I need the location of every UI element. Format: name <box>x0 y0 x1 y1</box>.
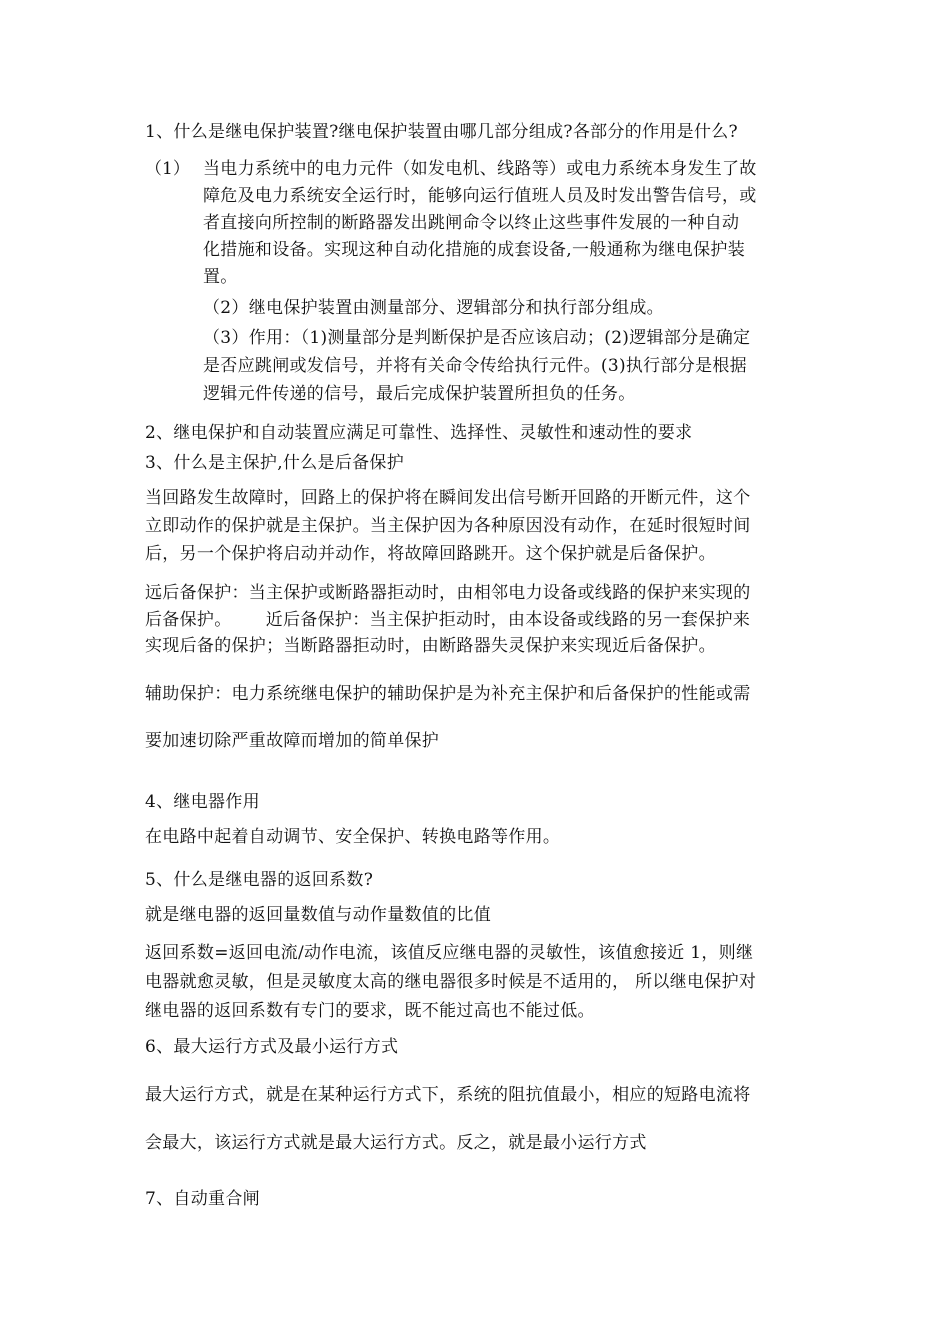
q5-para-line: 继电器的返回系数有专门的要求，既不能过高也不能过低。 <box>145 1001 595 1021</box>
q3-para1-line: 后，另一个保护将启动并动作，将故障回路跳开。这个保护就是后备保护。 <box>145 544 716 564</box>
q3-para2-line: 后备保护。 近后备保护：当主保护拒动时，由本设备或线路的另一套保护来 <box>145 610 751 630</box>
q4-title: 4、继电器作用 <box>145 792 260 812</box>
q1-title: 1、什么是继电保护装置?继电保护装置由哪几部分组成?各部分的作用是什么? <box>145 122 738 142</box>
q3-para2-line: 远后备保护：当主保护或断路器拒动时，由相邻电力设备或线路的保护来实现的 <box>145 583 751 603</box>
q1-part1-line: 化措施和设备。实现这种自动化措施的成套设备,一般通称为继电保护装 <box>203 240 746 260</box>
q3-para2-line: 实现后备的保护；当断路器拒动时，由断路器失灵保护来实现近后备保护。 <box>145 636 716 656</box>
q6-title: 6、最大运行方式及最小运行方式 <box>145 1037 399 1057</box>
q6-line: 会最大，该运行方式就是最大运行方式。反之，就是最小运行方式 <box>145 1133 647 1153</box>
q4-answer: 在电路中起着自动调节、安全保护、转换电路等作用。 <box>145 827 561 847</box>
q3-para1-line: 当回路发生故障时，回路上的保护将在瞬间发出信号断开回路的开断元件，这个 <box>145 488 751 508</box>
q3-para3-line: 辅助保护：电力系统继电保护的辅助保护是为补充主保护和后备保护的性能或需 <box>145 684 751 704</box>
q1-part3-line: 逻辑元件传递的信号，最后完成保护装置所担负的任务。 <box>203 384 636 404</box>
q6-line: 最大运行方式，就是在某种运行方式下，系统的阻抗值最小，相应的短路电流将 <box>145 1085 751 1105</box>
q1-part1-line: 置。 <box>203 267 238 287</box>
q3-para1-line: 立即动作的保护就是主保护。当主保护因为各种原因没有动作，在延时很短时间 <box>145 516 751 536</box>
q5-para-line: 返回系数=返回电流/动作电流，该值反应继电器的灵敏性，该值愈接近 1，则继 <box>145 943 754 963</box>
q1-part1-line: 当电力系统中的电力元件（如发电机、线路等）或电力系统本身发生了故 <box>203 159 757 179</box>
q1-part1-line: 障危及电力系统安全运行时，能够向运行值班人员及时发出警告信号，或 <box>203 186 757 206</box>
q5-answer: 就是继电器的返回量数值与动作量数值的比值 <box>145 905 491 925</box>
q1-part3-line: （3）作用：（1)测量部分是判断保护是否应该启动；(2)逻辑部分是确定 <box>203 328 751 348</box>
q7-title: 7、自动重合闸 <box>145 1189 260 1209</box>
q1-part3-line: 是否应跳闸或发信号，并将有关命令传给执行元件。(3)执行部分是根据 <box>203 356 747 376</box>
q3-para3-line: 要加速切除严重故障而增加的简单保护 <box>145 731 440 751</box>
q1-part2: （2）继电保护装置由测量部分、逻辑部分和执行部分组成。 <box>203 298 664 318</box>
q5-para-line: 电器就愈灵敏，但是灵敏度太高的继电器很多时候是不适用的， 所以继电保护对 <box>145 972 757 992</box>
q5-title: 5、什么是继电器的返回系数? <box>145 870 374 890</box>
q3-title: 3、什么是主保护,什么是后备保护 <box>145 453 405 473</box>
q1-part1-line: 者直接向所控制的断路器发出跳闸命令以终止这些事件发展的一种自动 <box>203 213 740 233</box>
q1-part1-marker: （1） <box>145 159 190 179</box>
q2-title: 2、继电保护和自动装置应满足可靠性、选择性、灵敏性和速动性的要求 <box>145 423 693 443</box>
